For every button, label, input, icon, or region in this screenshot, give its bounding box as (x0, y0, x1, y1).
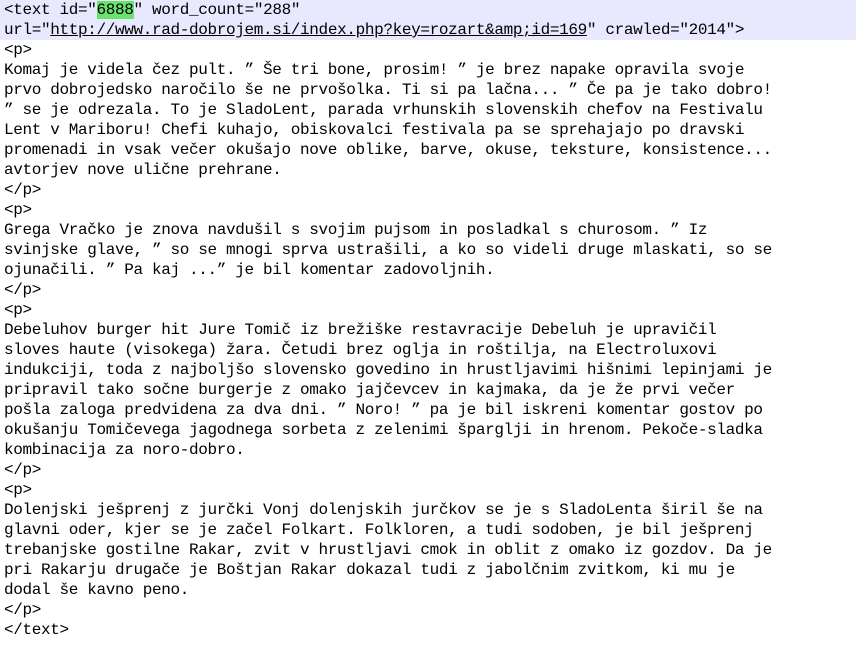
text-line[interactable]: pri Rakarju drugače je Boštjan Rakar dokazal tudi z jabolčnim zvitkom, ki mu je (4, 561, 735, 579)
text-line[interactable]: prvo dobrojedsko naročilo še ne prvošolka. Ti si pa lačna... ” Če pa je tako dobro! (4, 81, 772, 99)
text-line[interactable]: <p> (4, 481, 32, 499)
text-line[interactable]: svinjske glave, ” so se mnogi sprva ustrašili, a ko so videli druge mlaskati, so se (4, 241, 772, 259)
text-line[interactable]: Grega Vračko je znova navdušil s svojim pujsom in posladkal s churosom. ” Iz (4, 221, 708, 239)
tag-prefix: <text id=" (4, 1, 97, 19)
text-line[interactable]: dodal še kavno peno. (4, 581, 190, 599)
text-line[interactable]: </text> (4, 621, 69, 639)
text-url-line[interactable] (0, 20, 856, 40)
text-open-tag-line[interactable] (0, 0, 856, 20)
text-line[interactable]: </p> (4, 181, 42, 199)
selected-id-value[interactable]: 6888 (96, 1, 134, 19)
text-line[interactable]: Debeluhov burger hit Jure Tomič iz brežiške restavracije Debeluh je upravičil (4, 321, 717, 339)
text-line[interactable]: Lent v Mariboru! Chefi kuhajo, obiskovalci festivala pa se sprehajajo po dravski (4, 121, 745, 139)
text-line[interactable]: <p> (4, 301, 32, 319)
text-line[interactable]: Komaj je videla čez pult. ” Še tri bone, prosim! ” je brez napake opravila svoje (4, 61, 745, 79)
text-line[interactable]: Dolenjski ješprenj z jurčki Vonj dolenjskih jurčkov se je s SladoLenta širil še na (4, 501, 763, 519)
text-line[interactable]: </p> (4, 601, 42, 619)
text-line[interactable]: trebanjske gostilne Rakar, zvit v hrustljavi cmok in oblit z omako iz gozdov. Da je (4, 541, 772, 559)
text-line[interactable]: </p> (4, 281, 42, 299)
text-line[interactable]: sloves haute (visokega) žara. Četudi brez oglja in roštilja, na Electroluxovi (4, 341, 717, 359)
text-line[interactable]: ” se je odrezala. To je SladoLent, parada vrhunskih slovenskih chefov na Festivalu (4, 101, 763, 119)
text-line[interactable]: pošla zaloga predvidena za dva dni. ” Noro! ” pa je bil iskreni komentar gostov po (4, 401, 763, 419)
text-line[interactable]: pripravil tako sočne burgerje z omako jajčevcev in kajmaka, da je že prvi večer (4, 381, 735, 399)
url-link[interactable]: http://www.rad-dobrojem.si/index.php?key=rozart&amp;id=169 (50, 21, 587, 39)
text-line[interactable]: <p> (4, 41, 32, 59)
text-line[interactable]: avtorjev nove ulične prehrane. (4, 161, 282, 179)
tag-attributes: " word_count="288" (133, 1, 301, 19)
text-line[interactable]: </p> (4, 461, 42, 479)
text-line[interactable]: glavni oder, kjer se je začel Folkart. Folkloren, a tudi sodoben, je bil ješprenj (4, 521, 754, 539)
url-attribute-prefix: url=" (4, 21, 51, 39)
text-line[interactable]: indukciji, toda z najboljšo slovensko govedino in hrustljavimi hišnimi lepinjami je (4, 361, 772, 379)
text-line[interactable]: okušanju Tomičevega jagodnega sorbeta z zelenimi šparglji in hrenom. Pekoče-sladka (4, 421, 763, 439)
text-line[interactable]: promenadi in vsak večer okušajo nove oblike, barve, okuse, teksture, konsistence... (4, 141, 772, 159)
text-line[interactable]: ojunačili. ” Pa kaj ...” je bil komentar zadovoljnih. (4, 261, 495, 279)
url-attribute-suffix: " crawled="2014"> (586, 21, 745, 39)
text-line[interactable]: <p> (4, 201, 32, 219)
text-line[interactable]: kombinacija za noro-dobro. (4, 441, 245, 459)
